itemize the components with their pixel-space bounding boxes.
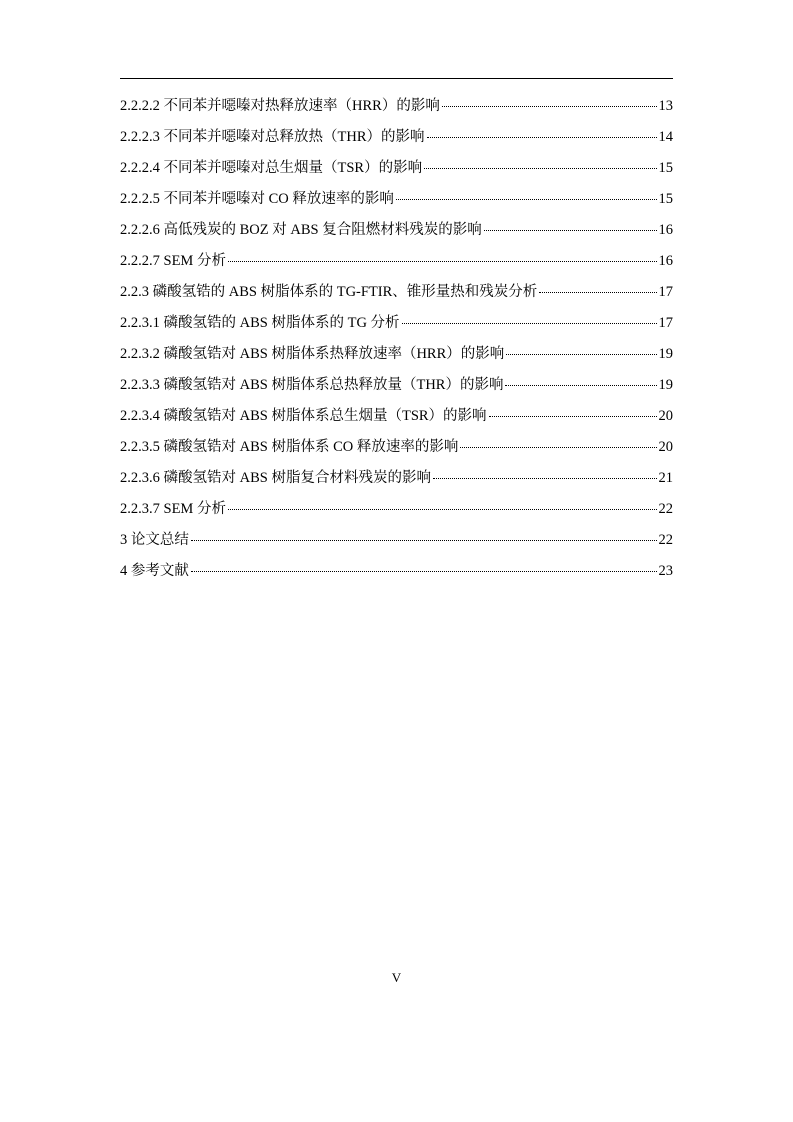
toc-entry-page: 20 bbox=[658, 408, 673, 424]
toc-entry-title: 3 论文总结 bbox=[120, 532, 189, 548]
toc-entry[interactable] bbox=[120, 186, 673, 217]
toc-entry-page: 17 bbox=[658, 284, 673, 300]
toc-entry[interactable] bbox=[120, 279, 673, 310]
toc-entry-title: 2.2.3.1 磷酸氢锆的 ABS 树脂体系的 TG 分析 bbox=[120, 315, 400, 331]
toc-dot-leader bbox=[484, 229, 657, 231]
toc-entry-title: 2.2.2.7 SEM 分析 bbox=[120, 253, 226, 269]
toc-entry-page: 16 bbox=[658, 253, 673, 269]
toc-entry[interactable] bbox=[120, 434, 673, 465]
toc-dot-leader bbox=[396, 198, 657, 200]
toc-entry-title: 2.2.3.6 磷酸氢锆对 ABS 树脂复合材料残炭的影响 bbox=[120, 470, 431, 486]
toc-entry-page: 22 bbox=[658, 532, 673, 548]
toc-entry[interactable] bbox=[120, 217, 673, 248]
toc-dot-leader bbox=[489, 415, 657, 417]
toc-entry-page: 14 bbox=[658, 129, 673, 145]
toc-entry[interactable] bbox=[120, 93, 673, 124]
toc-dot-leader bbox=[427, 136, 657, 138]
toc-entry-page: 16 bbox=[658, 222, 673, 238]
page-number: V bbox=[391, 970, 402, 985]
toc-entry[interactable] bbox=[120, 155, 673, 186]
toc-entry[interactable] bbox=[120, 310, 673, 341]
toc-entry-page: 22 bbox=[658, 501, 673, 517]
toc-entry-page: 20 bbox=[658, 439, 673, 455]
toc-entry-page: 21 bbox=[658, 470, 673, 486]
toc-entry-page: 19 bbox=[658, 377, 673, 393]
toc-dot-leader bbox=[433, 477, 657, 479]
toc-entry[interactable] bbox=[120, 465, 673, 496]
toc-dot-leader bbox=[424, 167, 656, 169]
toc-entry-title: 2.2.3.2 磷酸氢锆对 ABS 树脂体系热释放速率（HRR）的影响 bbox=[120, 346, 505, 362]
toc-dot-leader bbox=[539, 291, 656, 293]
toc-entry-page: 17 bbox=[658, 315, 673, 331]
toc-entry-page: 15 bbox=[658, 160, 673, 176]
toc-entry[interactable] bbox=[120, 403, 673, 434]
toc-entry[interactable] bbox=[120, 124, 673, 155]
toc-dot-leader bbox=[191, 539, 657, 541]
toc-entry-page: 23 bbox=[658, 563, 673, 579]
toc-entry-title: 2.2.3.5 磷酸氢锆对 ABS 树脂体系 CO 释放速率的影响 bbox=[120, 439, 459, 455]
toc-dot-leader bbox=[402, 322, 657, 324]
toc-entry-title: 2.2.2.4 不同苯并噁嗪对总生烟量（TSR）的影响 bbox=[120, 160, 423, 176]
toc-dot-leader bbox=[228, 508, 657, 510]
toc-entry-title: 2.2.2.5 不同苯并噁嗪对 CO 释放速率的影响 bbox=[120, 191, 394, 207]
toc-dot-leader bbox=[191, 570, 657, 572]
table-of-contents bbox=[120, 93, 673, 589]
toc-entry[interactable] bbox=[120, 527, 673, 558]
toc-entry[interactable] bbox=[120, 558, 673, 589]
toc-dot-leader bbox=[442, 105, 657, 107]
toc-entry[interactable] bbox=[120, 496, 673, 527]
toc-entry-title: 2.2.2.6 高低残炭的 BOZ 对 ABS 复合阻燃材料残炭的影响 bbox=[120, 222, 482, 238]
toc-dot-leader bbox=[505, 384, 656, 386]
toc-dot-leader bbox=[506, 353, 656, 355]
toc-dot-leader bbox=[228, 260, 657, 262]
toc-entry[interactable] bbox=[120, 341, 673, 372]
toc-entry[interactable] bbox=[120, 248, 673, 279]
toc-entry[interactable] bbox=[120, 372, 673, 403]
toc-entry-page: 15 bbox=[658, 191, 673, 207]
toc-entry-title: 2.2.3 磷酸氢锆的 ABS 树脂体系的 TG-FTIR、锥形量热和残炭分析 bbox=[120, 284, 538, 300]
toc-entry-title: 2.2.2.2 不同苯并噁嗪对热释放速率（HRR）的影响 bbox=[120, 98, 440, 114]
toc-entry-page: 13 bbox=[658, 98, 673, 114]
toc-entry-title: 2.2.2.3 不同苯并噁嗪对总释放热（THR）的影响 bbox=[120, 129, 425, 145]
header-rule bbox=[120, 78, 673, 79]
toc-entry-title: 2.2.3.7 SEM 分析 bbox=[120, 501, 226, 517]
toc-entry-title: 2.2.3.4 磷酸氢锆对 ABS 树脂体系总生烟量（TSR）的影响 bbox=[120, 408, 487, 424]
toc-entry-title: 2.2.3.3 磷酸氢锆对 ABS 树脂体系总热释放量（THR）的影响 bbox=[120, 377, 504, 393]
toc-entry-page: 19 bbox=[658, 346, 673, 362]
toc-entry-title: 4 参考文献 bbox=[120, 563, 189, 579]
toc-dot-leader bbox=[460, 446, 656, 448]
